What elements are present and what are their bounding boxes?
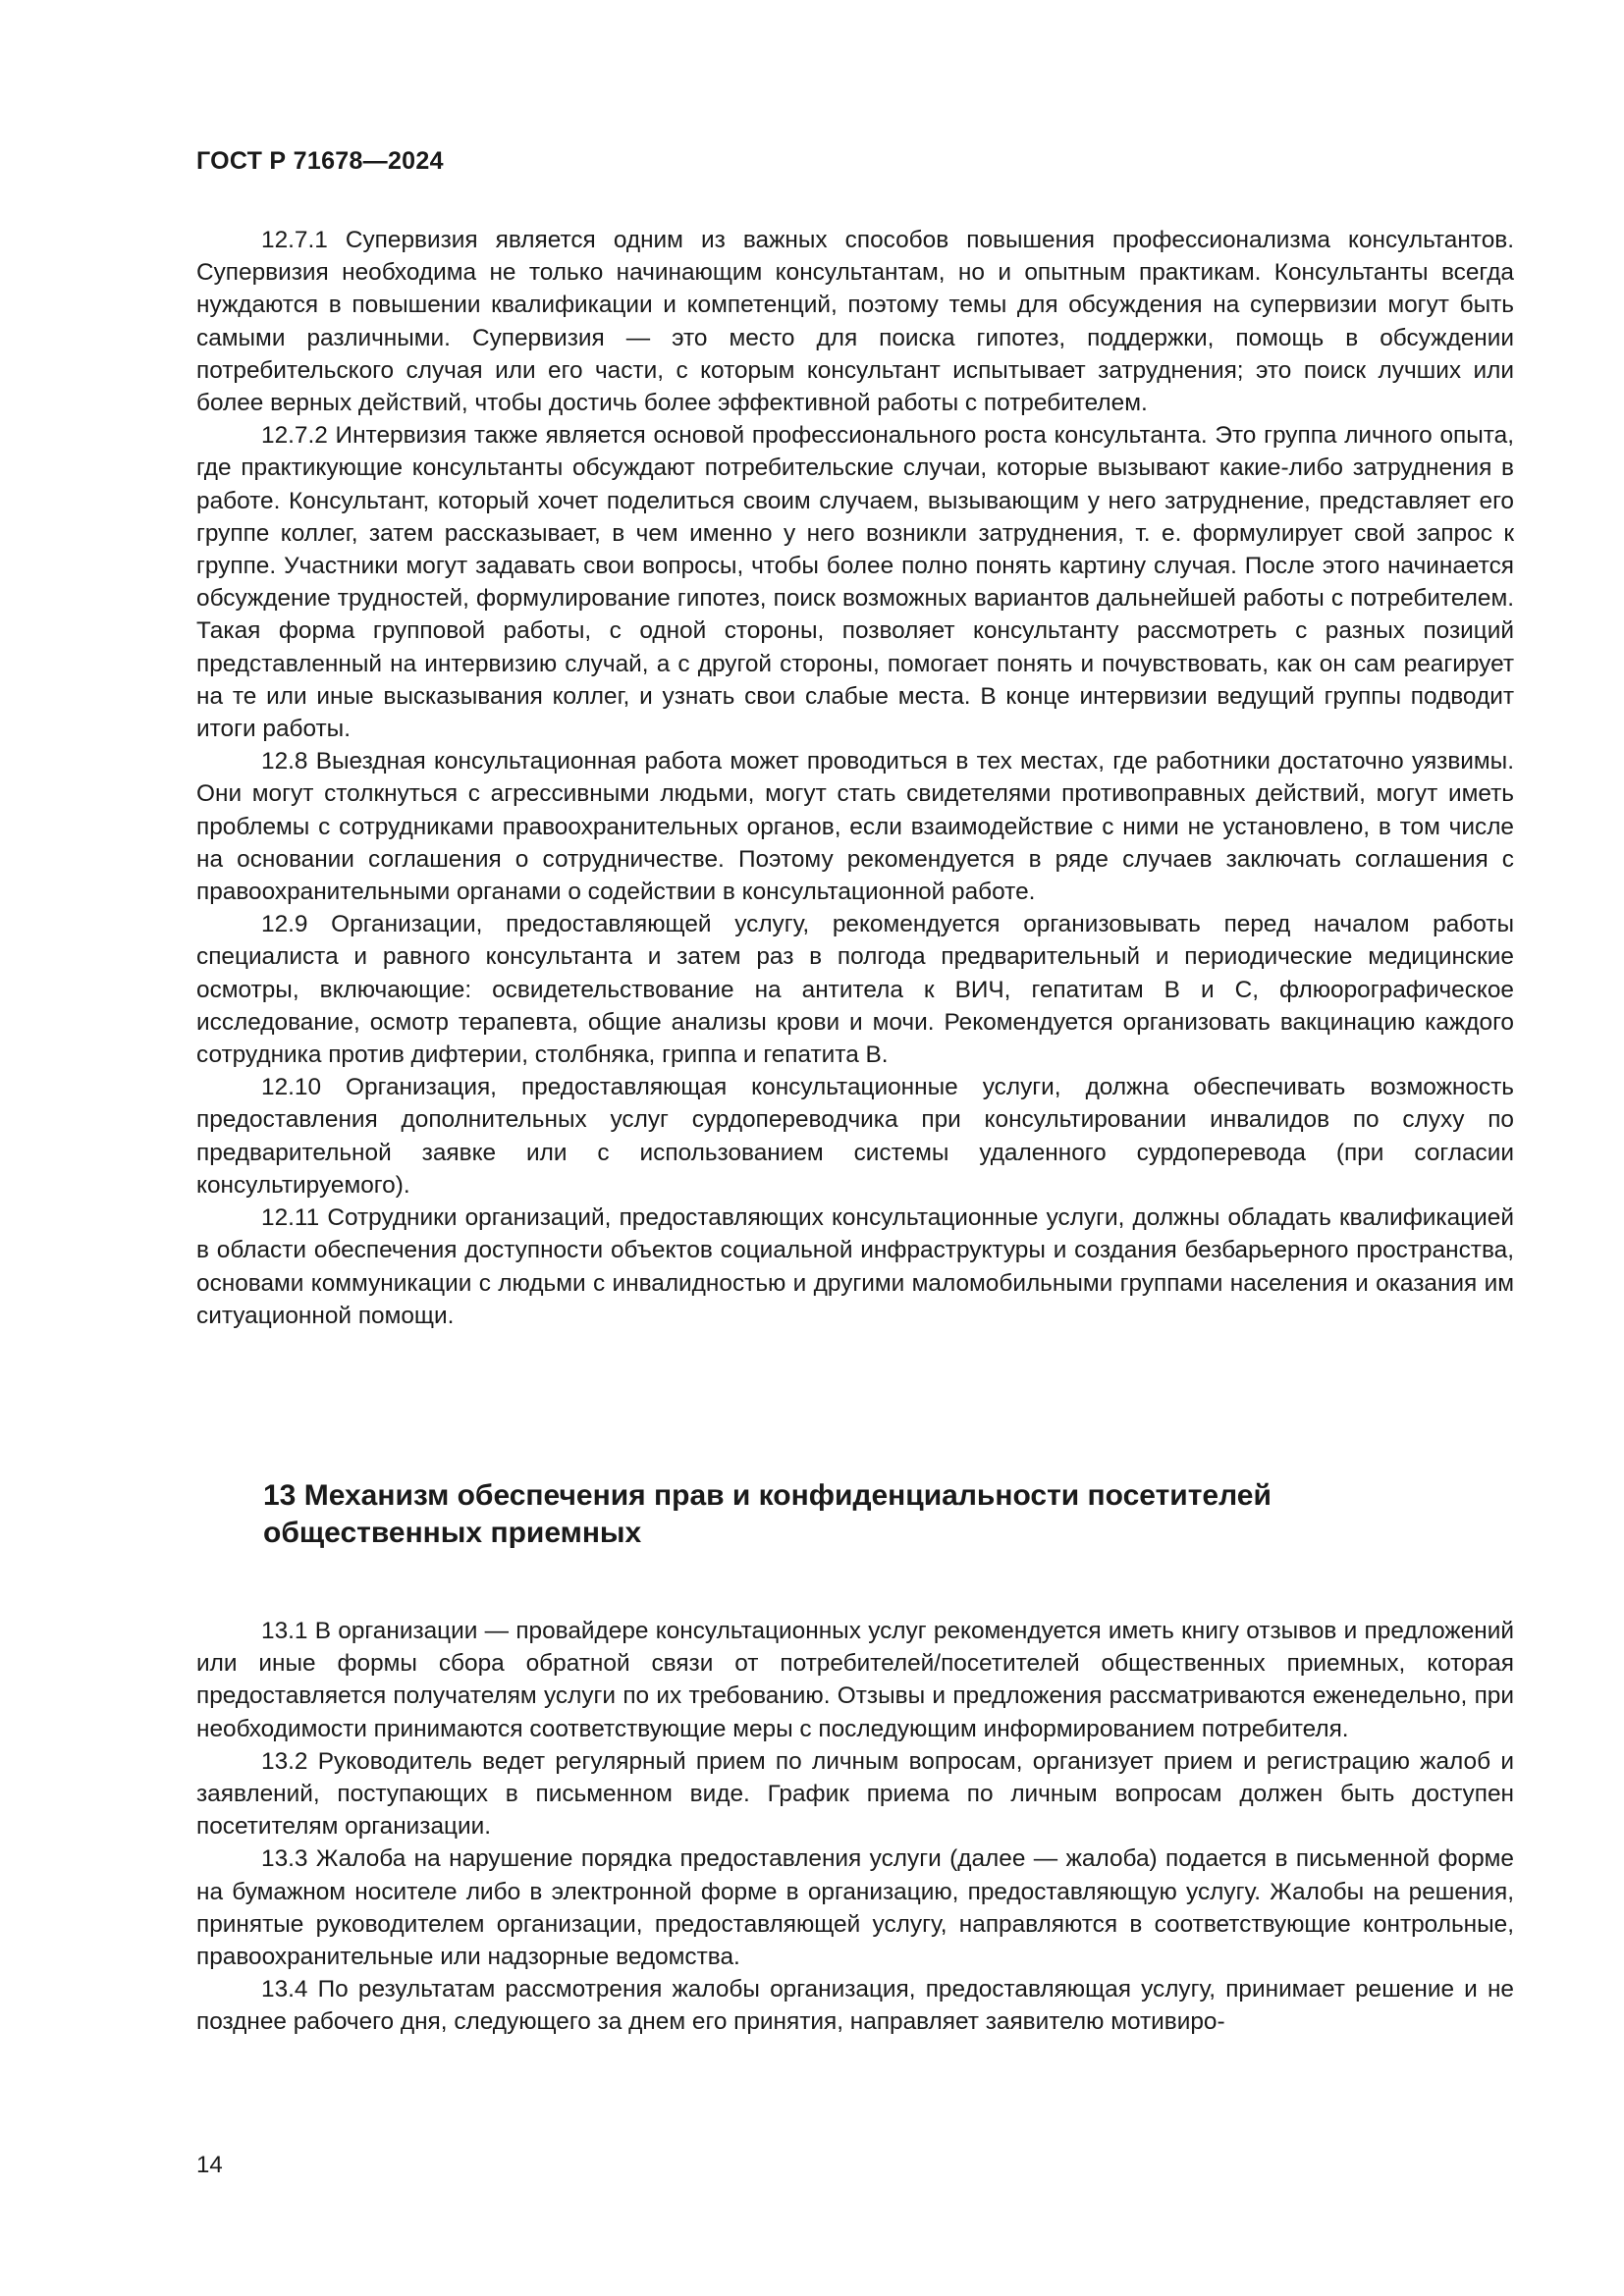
paragraph-12-9: 12.9 Организации, предоставляющей услугу, рекомендуется организовывать перед началом работы специалиста и равного консультанта и затем раз в полгода предварительный и периодические медицинские осмотры, включающие: освидетельствование на антитела к ВИЧ, гепатитам В и С, флюорографическое исследование, осмотр терапевта, общие анализы крови и мочи. Рекомендуется организовать вакцинацию каждого сотрудника против дифтерии, столбняка, гриппа и гепатита В. <box>196 911 1514 1069</box>
paragraph-13-4: 13.4 По результатам рассмотрения жалобы организация, предоставляющая услугу, принимает решение и не позднее рабочего дня, следующего за днем его принятия, направляет заявителю мотивиро- <box>196 1976 1514 2036</box>
section-heading-line-1: 13 Механизм обеспечения прав и конфиденциальности посетителей <box>263 1479 1272 1512</box>
paragraph-12-8: 12.8 Выездная консультационная работа может проводиться в тех местах, где работники достаточно уязвимы. Они могут столкнуться с агрессивными людьми, могут стать свидетелями противоправных действий, могут иметь проблемы с сотрудниками правоохранительных органов, если взаимодействие с ними не установлено, в том числе на основании соглашения о сотрудничестве. Поэтому рекомендуется в ряде случаев заключать соглашения с правоохранительными органами о содействии в консультационной работе. <box>196 748 1514 906</box>
paragraph-12-7-1: 12.7.1 Супервизия является одним из важных способов повышения профессионализма консультантов. Супервизия необходима не только начинающим консультантам, но и опытным практикам. Консультанты всегда нуждаются в повышении квалификации и компетенций, поэтому темы для обсуждения на супервизии могут быть самыми различными. Супервизия — это место для поиска гипотез, поддержки, помощь в обсуждении потребительского случая или его части, с которым консультант испытывает затруднения; это поиск лучших или более верных действий, чтобы достичь более эффективной работы с потребителем. <box>196 227 1514 417</box>
paragraph-12-10: 12.10 Организация, предоставляющая консультационные услуги, должна обеспечивать возможность предоставления дополнительных услуг сурдопереводчика при консультировании инвалидов по слуху по предварительной заявке или с использованием системы удаленного сурдоперевода (при согласии консультируемого). <box>196 1074 1514 1199</box>
paragraph-13-2: 13.2 Руководитель ведет регулярный прием по личным вопросам, организует прием и регистрацию жалоб и заявлений, поступающих в письменном виде. График приема по личным вопросам должен быть доступен посетителям организации. <box>196 1747 1514 1841</box>
paragraph-13-1: 13.1 В организации — провайдере консультационных услуг рекомендуется иметь книгу отзывов и предложений или иные формы сбора обратной связи от потребителей/посетителей общественных приемных, которая предоставляется получателям услуги по их требованию. Отзывы и предложения рассматриваются еженедельно, при необходимости принимаются соответствующие меры с последующим информированием потребителя. <box>196 1618 1514 1742</box>
page-number: 14 <box>196 2152 223 2178</box>
paragraph-13-3: 13.3 Жалоба на нарушение порядка предоставления услуги (далее — жалоба) подается в письменной форме на бумажном носителе либо в электронной форме в организацию, предоставляющую услугу. Жалобы на решения, принятые руководителем организации, предоставляющей услугу, направляются в соответствующие контрольные, правоохранительные или надзорные ведомства. <box>196 1845 1514 1971</box>
standard-header: ГОСТ Р 71678—2024 <box>196 147 444 175</box>
paragraph-12-11: 12.11 Сотрудники организаций, предоставляющих консультационные услуги, должны обладать квалификацией в области обеспечения доступности объектов социальной инфраструктуры и создания безбарьерного пространства, основами коммуникации с людьми с инвалидностью и другими маломобильными группами населения и оказания им ситуационной помощи. <box>196 1204 1514 1329</box>
section-heading-13 <box>263 1477 1441 1552</box>
body-text-lower <box>196 1615 1514 2039</box>
paragraph-12-7-2: 12.7.2 Интервизия также является основой профессионального роста консультанта. Это группа личного опыта, где практикующие консультанты обсуждают потребительские случаи, которые вызывают какие-либо затруднения в работе. Консультант, который хочет поделиться своим случаем, вызывающим у него затруднение, представляет его группе коллег, затем рассказывает, в чем именно у него возникли затруднения, т. е. формулирует свой запрос к группе. Участники могут задавать свои вопросы, чтобы более полно понять картину случая. После этого начинается обсуждение трудностей, формулирование гипотез, поиск возможных вариантов дальнейшей работы с потребителем. Такая форма групповой работы, с одной стороны, позволяет консультанту рассмотреть с разных позиций представленный на интервизию случай, а с другой стороны, помогает понять и почувствовать, как он сам реагирует на те или иные высказывания коллег, и узнать свои слабые места. В конце интервизии ведущий группы подводит итоги работы. <box>196 422 1514 743</box>
body-text-upper <box>196 224 1514 1332</box>
section-heading-line-2: общественных приемных <box>263 1517 642 1549</box>
